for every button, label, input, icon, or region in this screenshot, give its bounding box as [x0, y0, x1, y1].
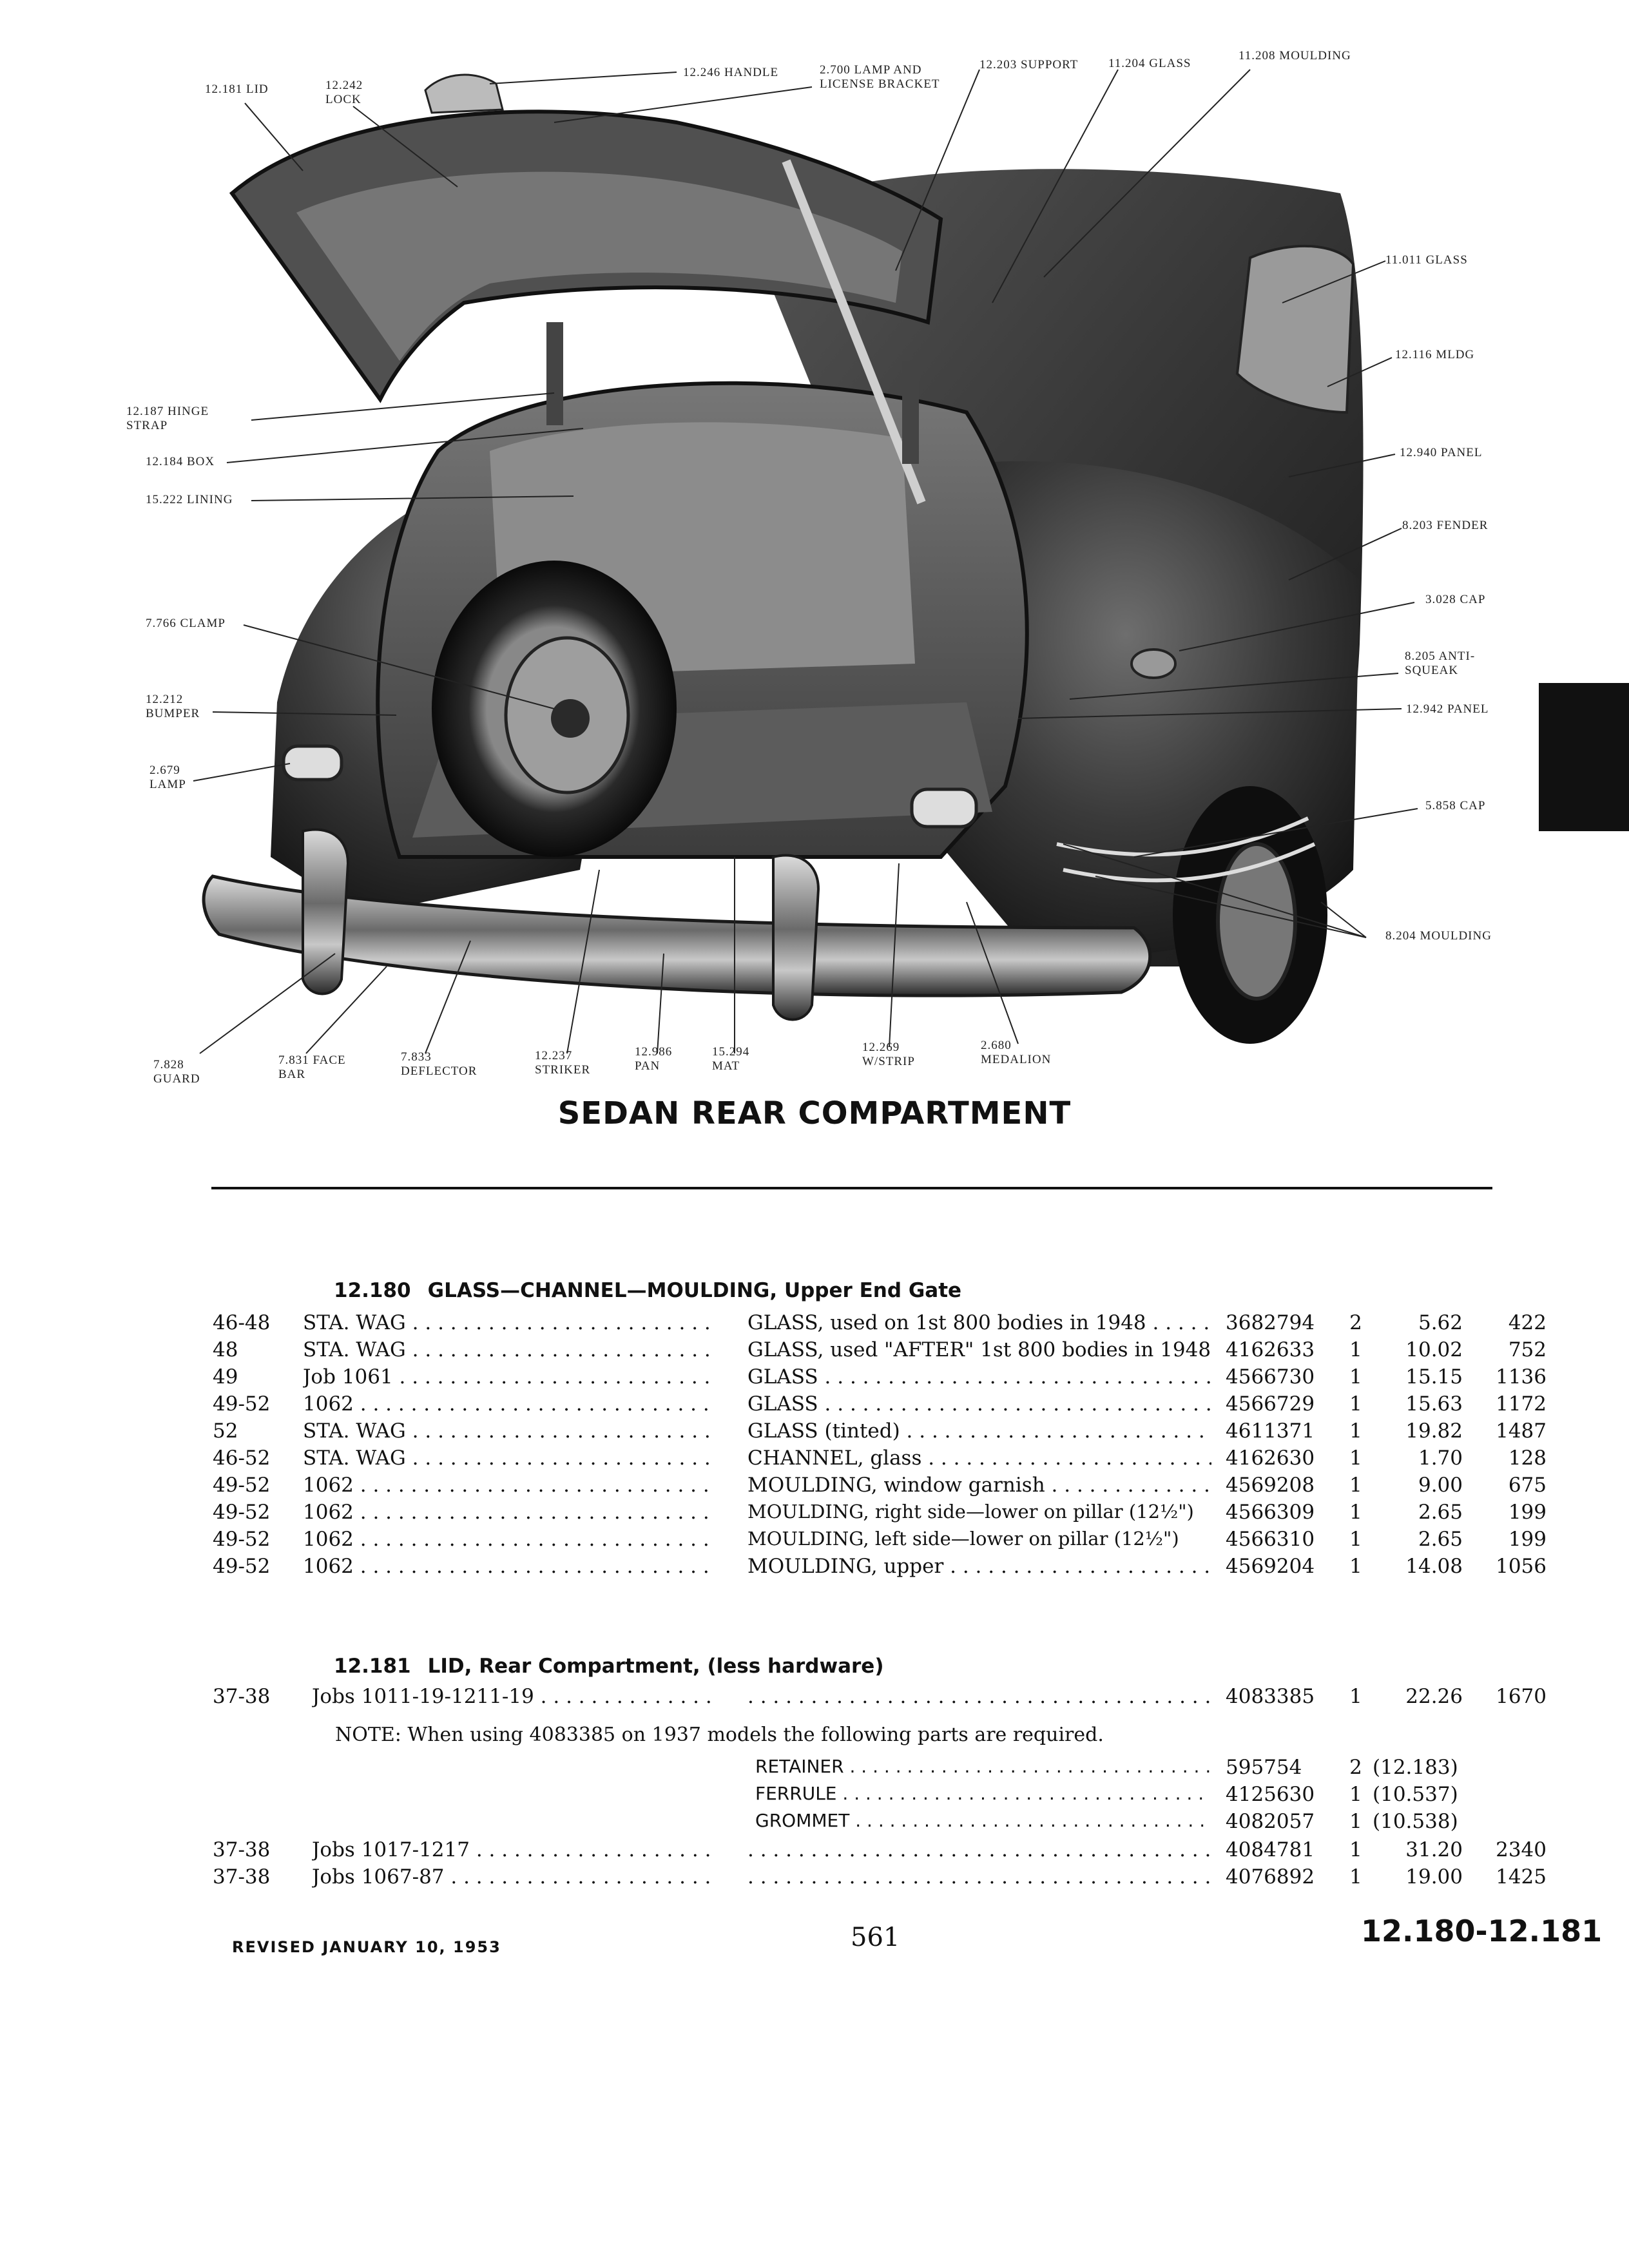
row-part-number: 4566729: [1226, 1392, 1315, 1416]
row-model: Jobs 1067-87 . . .: [312, 1865, 718, 1888]
row-part-number: 4569204: [1226, 1555, 1315, 1578]
row-part-number: 4076892: [1226, 1865, 1315, 1888]
row-price: 22.26: [1405, 1685, 1463, 1708]
row-code: 1172: [1496, 1392, 1547, 1416]
section-heading-12-181: [334, 1655, 884, 1678]
row-code: 422: [1508, 1311, 1547, 1334]
row-description: MOULDING, right side—lower on pillar (12½"): [747, 1501, 1194, 1523]
table-row: [0, 1810, 1629, 1837]
figure-title: SEDAN REAR COMPARTMENT: [557, 1095, 1072, 1131]
callout-bumper: 12.212 BUMPER: [146, 693, 200, 720]
table-row: [0, 1419, 1629, 1446]
row-code: 675: [1508, 1474, 1547, 1497]
note-text: NOTE: When using 4083385 on 1937 models the following parts are required.: [335, 1724, 1104, 1746]
row-description: [747, 1685, 1211, 1708]
divider-rule: [211, 1187, 1492, 1189]
row-quantity: 1: [1349, 1392, 1362, 1416]
row-part-number: 4566309: [1226, 1501, 1315, 1524]
row-description: MOULDING, upper . . .: [747, 1555, 1211, 1578]
row-part-number: 4082057: [1226, 1810, 1315, 1833]
row-quantity: 1: [1349, 1446, 1362, 1470]
row-quantity: 1: [1349, 1838, 1362, 1861]
table-row: [0, 1365, 1629, 1392]
row-model: Job 1061 . . .: [303, 1365, 709, 1389]
row-years: 37-38: [213, 1685, 271, 1708]
row-price: 15.15: [1405, 1365, 1463, 1389]
row-price: 5.62: [1418, 1311, 1463, 1334]
row-quantity: 1: [1349, 1865, 1362, 1888]
row-model: 1062 . . .: [303, 1555, 709, 1578]
row-part-number: 4611371: [1226, 1419, 1315, 1443]
row-code: 128: [1508, 1446, 1547, 1470]
row-reference: (10.538): [1373, 1810, 1458, 1833]
row-price: 10.02: [1405, 1338, 1463, 1361]
table-row: [0, 1501, 1629, 1528]
row-years: 49-52: [213, 1528, 271, 1551]
callout-lamp: 2.679 LAMP: [149, 764, 186, 791]
row-reference: (10.537): [1373, 1783, 1458, 1806]
row-quantity: 1: [1349, 1474, 1362, 1497]
callout-mldg: 12.116 MLDG: [1395, 348, 1475, 361]
row-price: 9.00: [1418, 1474, 1463, 1497]
row-reference: (12.183): [1373, 1756, 1458, 1779]
row-description: RETAINER . . .: [755, 1756, 1211, 1777]
row-years: 37-38: [213, 1865, 271, 1888]
row-quantity: 2: [1349, 1756, 1362, 1779]
callout-clamp: 7.766 CLAMP: [146, 617, 226, 630]
row-quantity: 1: [1349, 1365, 1362, 1389]
callout-face-bar: 7.831 FACE BAR: [278, 1053, 346, 1081]
row-description: GLASS . . .: [747, 1365, 1211, 1389]
table-row: [0, 1528, 1629, 1555]
row-price: 1.70: [1418, 1446, 1463, 1470]
table-row: [0, 1392, 1629, 1419]
row-quantity: 1: [1349, 1338, 1362, 1361]
row-code: 1056: [1496, 1555, 1547, 1578]
callout-panel-942: 12.942 PANEL: [1406, 702, 1489, 716]
sedan-rear-illustration: [0, 0, 1629, 1095]
row-part-number: 4084781: [1226, 1838, 1315, 1861]
row-part-number: 3682794: [1226, 1311, 1315, 1334]
callout-lid: 12.181 LID: [205, 82, 269, 96]
callout-moulding-8204: 8.204 MOULDING: [1385, 929, 1492, 943]
callout-cap-5858: 5.858 CAP: [1425, 799, 1486, 812]
row-code: 1425: [1496, 1865, 1547, 1888]
table-row: [0, 1756, 1629, 1783]
callout-handle: 12.246 HANDLE: [683, 66, 779, 79]
callout-panel-940: 12.940 PANEL: [1400, 446, 1483, 459]
row-quantity: 1: [1349, 1419, 1362, 1443]
row-code: 752: [1508, 1338, 1547, 1361]
callout-moulding-top: 11.208 MOULDING: [1239, 49, 1351, 62]
row-quantity: 1: [1349, 1783, 1362, 1806]
callout-medalion: 2.680 MEDALION: [981, 1039, 1052, 1066]
section-heading-12-180: [334, 1279, 961, 1302]
row-model: 1062 . . .: [303, 1501, 709, 1524]
row-price: 14.08: [1405, 1555, 1463, 1578]
table-row: [0, 1783, 1629, 1810]
row-years: 52: [213, 1419, 238, 1443]
callout-lamp-bracket: 2.700 LAMP AND LICENSE BRACKET: [820, 63, 940, 91]
row-description: FERRULE . . .: [755, 1783, 1211, 1804]
row-part-number: 4162630: [1226, 1446, 1315, 1470]
row-description: CHANNEL, glass . . .: [747, 1446, 1211, 1470]
section-title: LID, Rear Compartment, (less hardware): [427, 1655, 884, 1678]
row-description: GLASS, used on 1st 800 bodies in 1948 . . .: [747, 1311, 1211, 1334]
illustration: [0, 0, 1629, 1095]
row-years: 46-48: [213, 1311, 271, 1334]
row-price: 2.65: [1418, 1501, 1463, 1524]
thumb-index-tab: [1539, 683, 1629, 831]
callout-box: 12.184 BOX: [146, 455, 215, 468]
row-part-number: 4125630: [1226, 1783, 1315, 1806]
row-part-number: 4566730: [1226, 1365, 1315, 1389]
row-part-number: 595754: [1226, 1756, 1302, 1779]
row-quantity: 2: [1349, 1311, 1362, 1334]
table-row: [0, 1865, 1629, 1892]
callout-support: 12.203 SUPPORT: [979, 58, 1079, 72]
row-model: STA. WAG . . .: [303, 1311, 709, 1334]
row-model: 1062 . . .: [303, 1528, 709, 1551]
row-code: 1670: [1496, 1685, 1547, 1708]
row-quantity: 1: [1349, 1528, 1362, 1551]
row-years: 49-52: [213, 1555, 271, 1578]
table-row: [0, 1555, 1629, 1582]
section-number: 12.181: [334, 1655, 411, 1678]
row-model: STA. WAG . . .: [303, 1419, 709, 1443]
row-years: 49: [213, 1365, 238, 1389]
callout-lock: 12.242 LOCK: [325, 79, 363, 106]
row-model: 1062 . . .: [303, 1392, 709, 1416]
revision-date: REVISED JANUARY 10, 1953: [232, 1938, 501, 1956]
table-row: [0, 1311, 1629, 1338]
row-model: Jobs 1011-19-1211-19 . . .: [312, 1685, 718, 1708]
row-code: 1487: [1496, 1419, 1547, 1443]
row-description: GROMMET . . .: [755, 1810, 1211, 1831]
callout-lining: 15.222 LINING: [146, 493, 233, 506]
row-quantity: 1: [1349, 1685, 1362, 1708]
table-row: [0, 1446, 1629, 1474]
row-description: [747, 1838, 1211, 1861]
callout-guard: 7.828 GUARD: [153, 1058, 200, 1086]
callout-mat: 15.294 MAT: [712, 1045, 750, 1073]
section-number: 12.180: [334, 1279, 411, 1302]
row-part-number: 4566310: [1226, 1528, 1315, 1551]
callout-glass-side: 11.011 GLASS: [1385, 253, 1468, 267]
row-years: 37-38: [213, 1838, 271, 1861]
table-row: [0, 1685, 1629, 1712]
section-title: GLASS—CHANNEL—MOULDING, Upper End Gate: [427, 1279, 962, 1302]
callout-pan: 12.986 PAN: [635, 1045, 673, 1073]
row-quantity: 1: [1349, 1810, 1362, 1833]
row-price: 2.65: [1418, 1528, 1463, 1551]
row-part-number: 4162633: [1226, 1338, 1315, 1361]
callout-striker: 12.237 STRIKER: [535, 1049, 591, 1077]
row-years: 49-52: [213, 1474, 271, 1497]
callout-deflector: 7.833 DEFLECTOR: [401, 1050, 477, 1078]
row-model: 1062 . . .: [303, 1474, 709, 1497]
row-code: 199: [1508, 1528, 1547, 1551]
row-price: 19.82: [1405, 1419, 1463, 1443]
callout-glass-top: 11.204 GLASS: [1108, 57, 1191, 70]
row-price: 19.00: [1405, 1865, 1463, 1888]
callout-w-strip: 12.269 W/STRIP: [862, 1041, 915, 1068]
row-years: 46-52: [213, 1446, 271, 1470]
row-part-number: 4569208: [1226, 1474, 1315, 1497]
row-code: 199: [1508, 1501, 1547, 1524]
callout-hinge-strap: 12.187 HINGE STRAP: [126, 405, 209, 432]
row-code: 1136: [1496, 1365, 1547, 1389]
row-code: 2340: [1496, 1838, 1547, 1861]
table-row: [0, 1474, 1629, 1501]
callout-fender: 8.203 FENDER: [1402, 519, 1489, 532]
row-description: [747, 1865, 1211, 1888]
row-quantity: 1: [1349, 1501, 1362, 1524]
row-years: 49-52: [213, 1392, 271, 1416]
row-description: GLASS (tinted) . . .: [747, 1419, 1211, 1443]
row-description: MOULDING, left side—lower on pillar (12½"): [747, 1528, 1179, 1550]
table-row: [0, 1338, 1629, 1365]
row-model: STA. WAG . . .: [303, 1446, 709, 1470]
row-model: Jobs 1017-1217 . . .: [312, 1838, 718, 1861]
row-description: MOULDING, window garnish . . .: [747, 1474, 1211, 1497]
row-part-number: 4083385: [1226, 1685, 1315, 1708]
row-years: 48: [213, 1338, 238, 1361]
row-years: 49-52: [213, 1501, 271, 1524]
callout-anti-squeak: 8.205 ANTI-SQUEAK: [1405, 649, 1476, 677]
page-number: 561: [851, 1923, 900, 1952]
callout-cap-3028: 3.028 CAP: [1425, 593, 1486, 606]
section-range: 12.180-12.181: [1361, 1914, 1603, 1948]
row-description: GLASS, used "AFTER" 1st 800 bodies in 1948: [747, 1338, 1211, 1361]
row-description: GLASS . . .: [747, 1392, 1211, 1416]
row-model: STA. WAG . . .: [303, 1338, 709, 1361]
table-row: [0, 1838, 1629, 1865]
row-price: 31.20: [1405, 1838, 1463, 1861]
row-price: 15.63: [1405, 1392, 1463, 1416]
row-quantity: 1: [1349, 1555, 1362, 1578]
